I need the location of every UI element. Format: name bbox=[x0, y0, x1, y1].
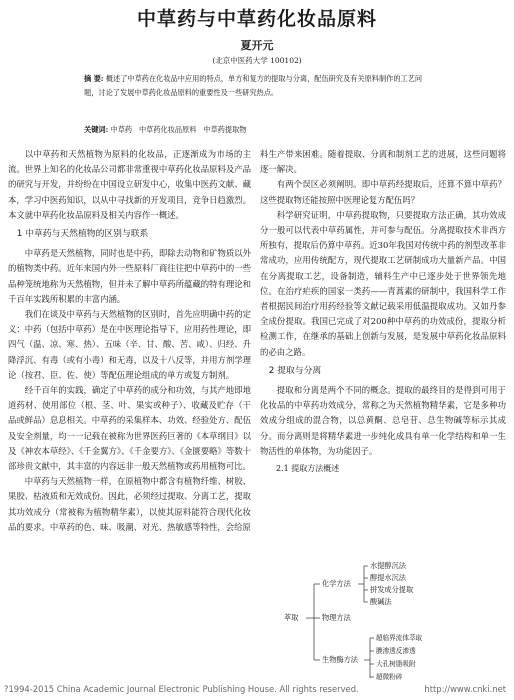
body-paragraph: 科学研究证明，中草药提取物，只要提取方法正确，其功效成分一般可以代表中草药属性，并可参与配伍。分离提取技术非西方所独有，提取后仍算中草药。近30年我国对传统中药的剂型改革非常成功，应用传统配方，现代提取工艺研制成功大量新产品。中国在分离提取工艺，设备制造，辅料生产中已逐步处于世界领先地位。在治疗疟疾的国家一类药——青蒿素的研制中，我国科学工作者根据民间治疗用药经验等文献记载采用低温提取成功。又如丹参全成份提取。我国已完成了对200种中草药的功效成份，提取分析检测工作，在继承的基础上创新与发展，是发展中草药化妆品原料的必由之路。 bbox=[260, 209, 506, 357]
section-heading-1: 1 中草药与天然植物的区别与联系 bbox=[16, 229, 149, 240]
extraction-methods-diagram bbox=[268, 560, 508, 684]
diagram-leaf: 超临界流体萃取 bbox=[376, 634, 423, 642]
body-paragraph: 有两个误区必须阐明。即中草药经提取后，还算不算中草药？这些提取物还能按照中医理论复方配伍吗？ bbox=[260, 179, 506, 205]
footer-url: http://www.cnki.net bbox=[424, 684, 506, 694]
body-paragraph: 我们在谈及中草药与天然植物的区别时，首先应明确中药的定义：中药（包括中草药）是在中医理论指导下，应用药性理论，即四气（温、凉、寒、热）、五味（辛、甘、酸、苦、咸）、归经、升降浮沉、有毒（或有小毒）和无毒，以及十八反等，并用方剂学理论（按君、臣、佐、使）等配伍理论组成的单方或复方制剂。 bbox=[8, 309, 251, 380]
diagram-leaf: 拼发成分提取 bbox=[370, 585, 414, 594]
continued-paragraph: 料生产带来困难。随着提取、分离和制剂工艺的进展，这些问题将逐一解决。 bbox=[260, 149, 506, 175]
author-name: 夏开元 bbox=[240, 39, 274, 52]
body-paragraph: 提取和分离是两个不同的概念。提取的最终目的是得到可用于化妆品的中草药功效成分，常称之为天然植物精华素，它是多种功效成分组成的混合物，以总黄酮、总皂苷、总生物碱等标示其成分。而分离则是将精华素进一步纯化成具有单一化学结构和单一生物活性的单体物，为功能因子。 bbox=[260, 385, 506, 456]
body-paragraph: 中草药与天然植物一样，在原植物中都含有植物纤维、树胶、果胶、枯液质和无效成份。因此，必须经过提取、分离工艺，提取其功效成分（常被称为植物精华素），以使其原料能符合现代化妆品的要求。中草药的色、味、吸潮、对光、热敏感等特性，会给原 bbox=[8, 476, 251, 532]
diagram-leaf: 膜渗透反渗透 bbox=[376, 647, 416, 655]
abstract bbox=[84, 72, 428, 100]
diagram-leaf: 大孔树脂吸附 bbox=[376, 660, 416, 668]
diagram-leaf: 水提醇沉法 bbox=[370, 561, 406, 570]
diagram-branch-chemical: 化学方法 bbox=[322, 579, 351, 588]
body-paragraph: 经千百年的实践，确定了中草药的成分和功效，与其产地即地道药材、使用部位（根、茎、叶、果实或种子）、收藏及贮存（干品或鲜品）息息相关。中草药的采集样本、功效、经验处方、配伍及安全剂量，均一一记载在被称为世界医药巨著的《本草纲目》以及《神农本草经》、《千金翼方》、《千金要方》、《金匮要略》等数十部珍贵文献中，其丰富的内容远非一般天然植物或药用植物可比。 bbox=[8, 385, 251, 472]
paper-title: 中草药与中草药化妆品原料 bbox=[136, 8, 377, 30]
abstract-label: 摘 要: bbox=[84, 74, 104, 83]
section-heading-2: 2 提取与分离 bbox=[268, 365, 322, 376]
diagram-leaf: 酸碱法 bbox=[370, 597, 392, 606]
keyword-item: 中草药提取物 bbox=[203, 125, 247, 134]
intro-paragraph: 以中草药和天然植物为原料的化妆品，正逐渐成为市场的主流。世界上知名的化妆品公司都非常重视中草药化妆品原料及产品的研究与开发，并纷纷在中国设立研发中心，收集中医药文献、藏本，学习中医药知识，以从中寻找新的开发项目，竞争日趋激烈。本文就中草药化妆品原料及相关内容作一概述。 bbox=[8, 149, 251, 220]
right-column bbox=[260, 147, 506, 476]
keyword-item: 中草药 bbox=[110, 125, 133, 134]
body-paragraph: 中草药是天然植物，同时也是中药，即除去动物和矿物质以外的植物类中药。近年来国内外一些原料厂商往往把中草药中的一些品种笼统地称为天然植物，但并未了解中草药所蕴藏的特有理论和千百年实践所积累的丰富内涵。 bbox=[8, 248, 251, 304]
diagram-branch-biological: 生物酶方法 bbox=[322, 655, 358, 664]
keywords-label: 关键词: bbox=[84, 125, 109, 134]
diagram-branch-physical: 物理方法 bbox=[322, 613, 351, 622]
abstract-text: 概述了中草药在化妆品中应用的特点，单方和复方的提取与分离，配伍研究及有关原料制作的工艺问题，讨论了发展中草药化妆品原料的重要性及一些研究热点。 bbox=[84, 74, 423, 97]
subsection-heading: 2.1 提取方法概述 bbox=[276, 464, 340, 474]
diagram-leaf: 醇提水沉法 bbox=[370, 573, 406, 582]
keywords bbox=[84, 124, 444, 136]
copyright-notice: ?1994-2015 China Academic Journal Electronic Publishing House. All rights reserved. bbox=[4, 684, 359, 694]
keyword-item: 中草药化妆品原料 bbox=[138, 125, 197, 134]
diagram-leaf: 超微粉碎 bbox=[376, 673, 403, 681]
author-affiliation: (北京中医药大学 100102) bbox=[212, 56, 302, 65]
left-column bbox=[8, 147, 251, 535]
diagram-root: 萃取 bbox=[284, 613, 299, 622]
